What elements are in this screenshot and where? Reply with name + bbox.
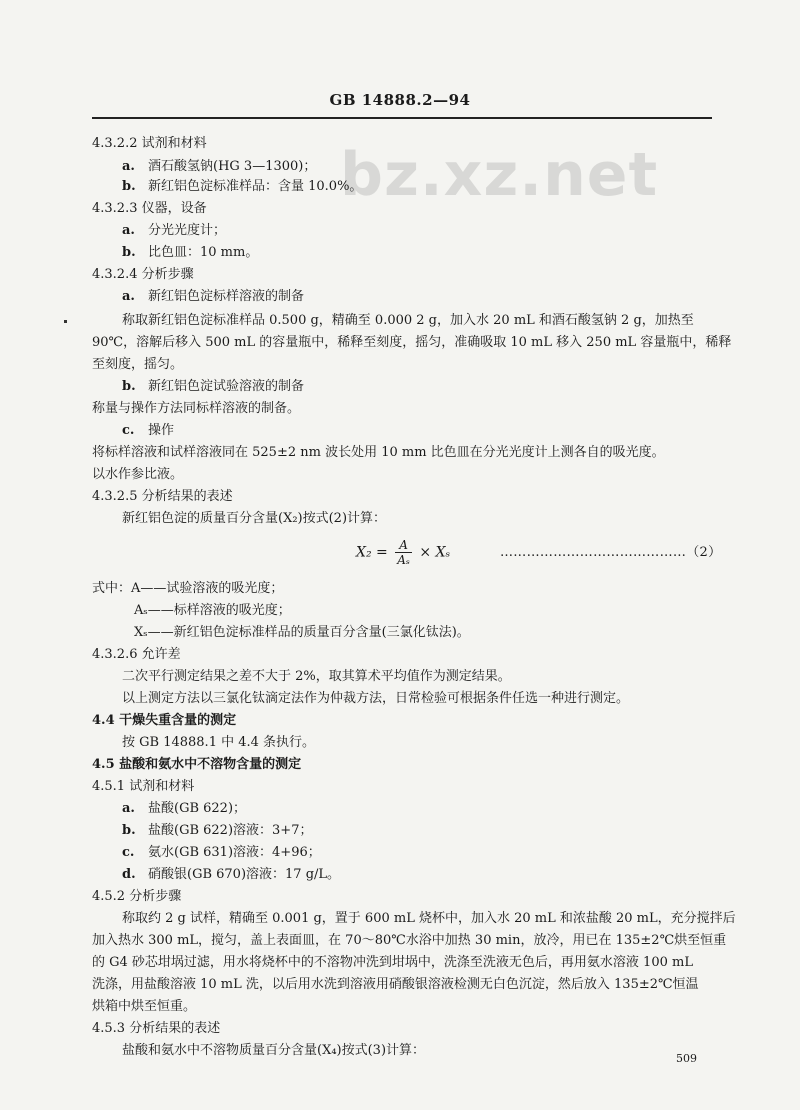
list-marker: d. — [122, 867, 136, 882]
paragraph-line: 按 GB 14888.1 中 4.4 条执行。 — [122, 735, 316, 750]
paragraph-line: 以上测定方法以三氯化钛滴定法作为仲裁方法，日常检验可根据条件任选一种进行测定。 — [122, 691, 630, 706]
list-marker: b. — [122, 179, 136, 194]
paragraph-line: 烘箱中烘至恒重。 — [92, 999, 197, 1014]
page-number: 509 — [676, 1052, 697, 1065]
paragraph-line: 盐酸和氨水中不溶物质量百分含量(X₄)按式(3)计算： — [122, 1043, 426, 1058]
paragraph-line: 以水作参比液。 — [92, 467, 184, 482]
section-4325: 4.3.2.5 分析结果的表述 — [92, 489, 233, 504]
paragraph-line: 将标样溶液和试样溶液同在 525±2 nm 波长处用 10 mm 比色皿在分光光度计上测各自的吸光度。 — [92, 445, 665, 460]
standard-header: GB 14888.2—94 — [329, 91, 471, 109]
list-marker: c. — [122, 423, 135, 438]
section-4326: 4.3.2.6 允许差 — [92, 647, 181, 662]
header-rule — [92, 117, 712, 119]
section-44: 4.4 干燥失重含量的测定 — [92, 713, 237, 728]
where-line: 式中：A——试验溶液的吸光度； — [92, 581, 284, 596]
section-451: 4.5.1 试剂和材料 — [92, 779, 195, 794]
list-marker: a. — [122, 159, 135, 174]
section-45: 4.5 盐酸和氨水中不溶物含量的测定 — [92, 757, 302, 772]
paragraph-line: 加入热水 300 mL，搅匀，盖上表面皿，在 70～80℃水浴中加热 30 min，放冷，用已在 135±2℃烘至恒重 — [92, 933, 727, 948]
paragraph-line: 的 G4 砂芯坩埚过滤，用水将烧杯中的不溶物冲洗到坩埚中，洗涤至洗液无色后，再用氨水溶液 100 mL — [92, 955, 693, 970]
where-line: Xₛ——新红铝色淀标准样品的质量百分含量(三氯化钛法)。 — [134, 625, 470, 640]
paragraph-line: 至刻度，摇匀。 — [92, 357, 184, 372]
list-item: a. 盐酸(GB 622)； — [122, 801, 247, 816]
section-452: 4.5.2 分析步骤 — [92, 889, 182, 904]
watermark: bz.xz.net — [340, 140, 659, 210]
list-marker: c. — [122, 845, 135, 860]
list-marker: a. — [122, 223, 135, 238]
section-4322: 4.3.2.2 试剂和材料 — [92, 136, 207, 151]
list-item: b. 新红铝色淀标准样品：含量 10.0%。 — [122, 179, 363, 194]
section-4323: 4.3.2.3 仪器，设备 — [92, 201, 207, 216]
where-line: Aₛ——标样溶液的吸光度； — [134, 603, 291, 618]
list-marker: b. — [122, 245, 136, 260]
list-item: c. 操作 — [122, 423, 175, 438]
paragraph-line: 90℃，溶解后移入 500 mL 的容量瓶中，稀释至刻度，摇匀，准确吸取 10 mL 移入 250 mL 容量瓶中，稀释 — [92, 335, 732, 350]
section-453: 4.5.3 分析结果的表述 — [92, 1021, 221, 1036]
list-item: c. 氨水(GB 631)溶液：4+96； — [122, 845, 321, 860]
section-4324: 4.3.2.4 分析步骤 — [92, 267, 194, 282]
paragraph-line: 称量与操作方法同标样溶液的制备。 — [92, 401, 301, 416]
paragraph-line: 洗涤，用盐酸溶液 10 mL 洗，以后用水洗到溶液用硝酸银溶液检测无白色沉淀，然后放入 135±2℃恒温 — [92, 977, 699, 992]
list-marker: a. — [122, 801, 135, 816]
list-item: d. 硝酸银(GB 670)溶液：17 g/L。 — [122, 867, 341, 882]
formula-number: ……………………………………（2） — [500, 545, 722, 560]
list-item: b. 比色皿：10 mm。 — [122, 245, 259, 260]
list-item: b. 新红铝色淀试验溶液的制备 — [122, 379, 305, 394]
margin-dot — [64, 320, 67, 323]
list-item: b. 盐酸(GB 622)溶液：3+7； — [122, 823, 313, 838]
list-item: a. 新红铝色淀标样溶液的制备 — [122, 289, 305, 304]
paragraph-line: 二次平行测定结果之差不大于 2%，取其算术平均值作为测定结果。 — [122, 669, 511, 684]
paragraph-line: 称取新红铝色淀标准样品 0.500 g，精确至 0.000 2 g，加入水 20 mL 和酒石酸氢钠 2 g，加热至 — [122, 313, 694, 328]
paragraph-line: 称取约 2 g 试样，精确至 0.001 g，置于 600 mL 烧杯中，加入水 20 mL 和浓盐酸 20 mL，充分搅拌后 — [122, 911, 736, 926]
paragraph-line: 新红铝色淀的质量百分含量(X₂)按式(2)计算： — [122, 511, 387, 526]
list-marker: a. — [122, 289, 135, 304]
list-item: a. 酒石酸氢钠(HG 3—1300)； — [122, 159, 317, 174]
formula-2: X₂ = $\frac{A}{\text{Aₛ}}$ × Xₛ — [356, 538, 451, 567]
list-marker: b. — [122, 379, 136, 394]
list-marker: b. — [122, 823, 136, 838]
list-item: a. 分光光度计； — [122, 223, 227, 238]
